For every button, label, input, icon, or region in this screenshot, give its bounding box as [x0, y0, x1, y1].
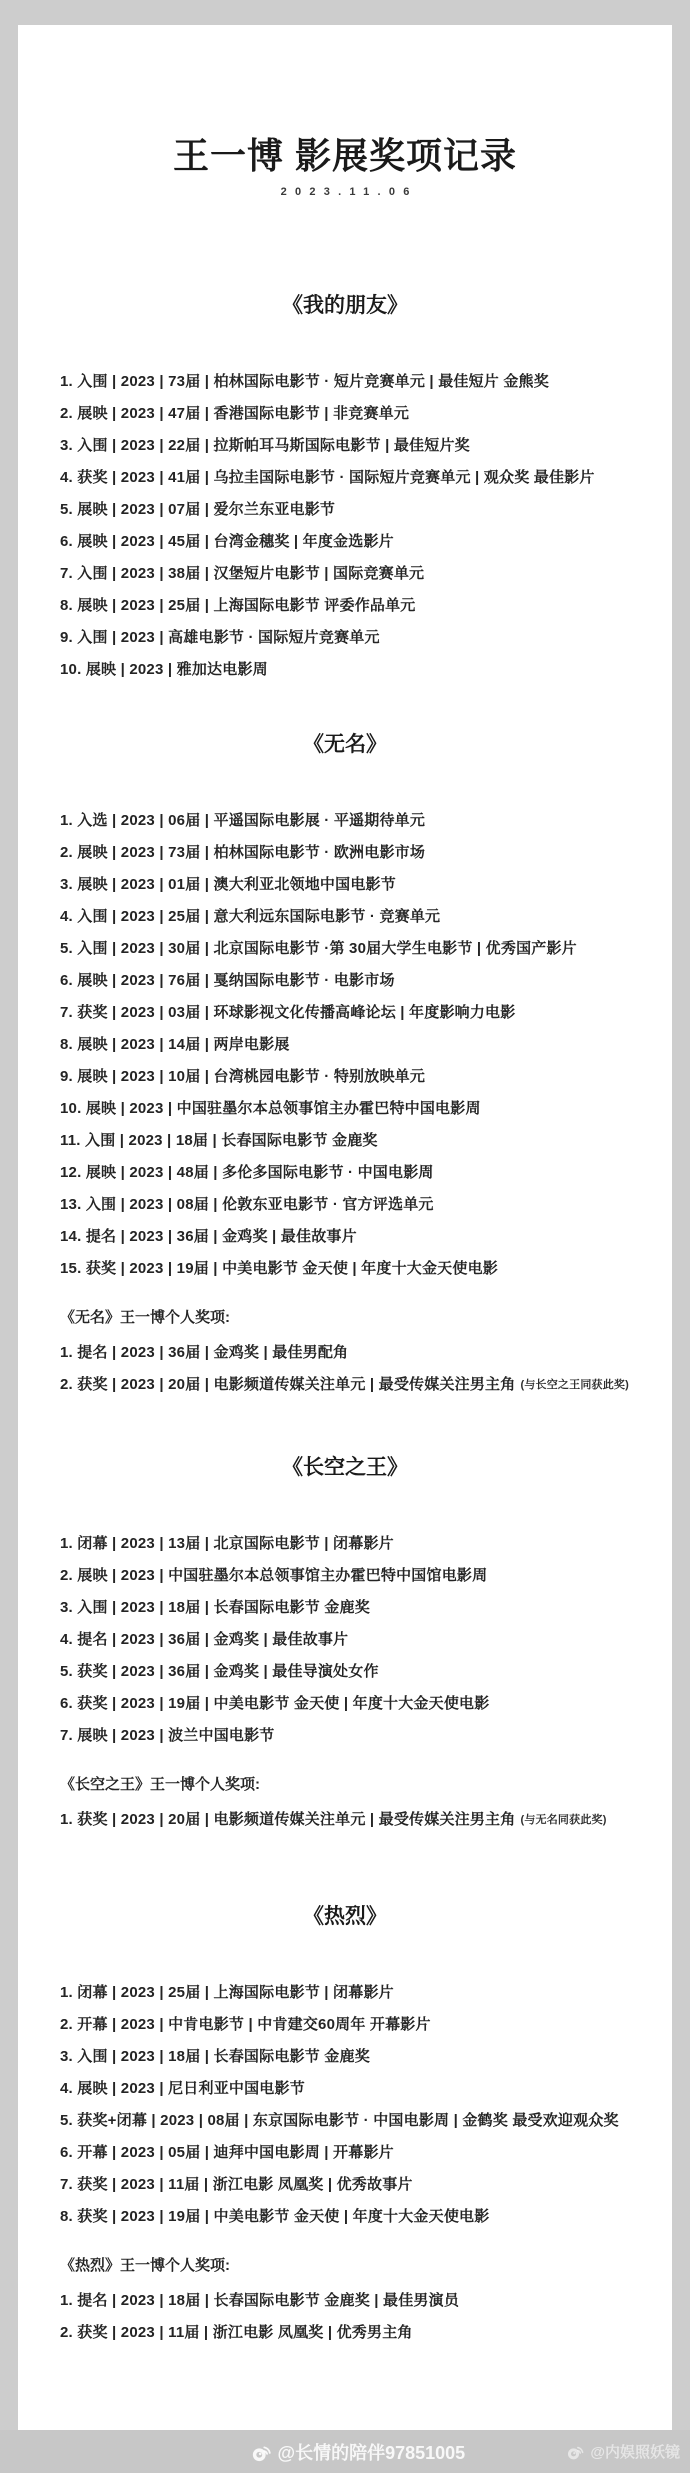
award-item: 7. 获奖 | 2023 | 03届 | 环球影视文化传播高峰论坛 | 年度影响力电影	[60, 1003, 516, 1021]
personal-award-item	[60, 1802, 630, 1834]
page-date: 2023.11.06	[280, 186, 418, 198]
award-item: 1. 入选 | 2023 | 06届 | 平遥国际电影展 · 平遥期待单元	[60, 811, 426, 829]
award-item: 14. 提名 | 2023 | 36届 | 金鸡奖 | 最佳故事片	[60, 1227, 357, 1245]
award-item: 2. 开幕 | 2023 | 中肯电影节 | 中肯建交60周年 开幕影片	[60, 2015, 431, 2033]
award-text: 1. 提名 | 2023 | 18届 | 长春国际电影节 金鹿奖 | 最佳男演员	[60, 2291, 460, 2309]
awards-card	[18, 25, 672, 2430]
award-item: 8. 展映 | 2023 | 25届 | 上海国际电影节 评委作品单元	[60, 596, 416, 614]
award-item: 7. 获奖 | 2023 | 11届 | 浙江电影 凤凰奖 | 优秀故事片	[60, 2175, 413, 2193]
award-item: 3. 入围 | 2023 | 18届 | 长春国际电影节 金鹿奖	[60, 1598, 370, 1616]
award-text: 2. 获奖 | 2023 | 20届 | 电影频道传媒关注单元 | 最受传媒关注男主角	[60, 1375, 516, 1393]
award-item: 5. 入围 | 2023 | 30届 | 北京国际电影节 ·第 30届大学生电影节 | 优秀国产影片	[60, 939, 577, 957]
award-item: 3. 入围 | 2023 | 18届 | 长春国际电影节 金鹿奖	[60, 2047, 370, 2065]
watermark-right	[566, 2430, 680, 2473]
award-text: 1. 提名 | 2023 | 36届 | 金鸡奖 | 最佳男配角	[60, 1343, 349, 1361]
award-item: 13. 入围 | 2023 | 08届 | 伦敦东亚电影节 · 官方评选单元	[60, 1195, 434, 1213]
award-note: (与长空之王同获此奖)	[520, 1379, 629, 1391]
award-item: 3. 展映 | 2023 | 01届 | 澳大利亚北领地中国电影节	[60, 875, 396, 893]
award-list	[60, 1526, 630, 1750]
award-item: 5. 获奖+闭幕 | 2023 | 08届 | 东京国际电影节 · 中国电影周 | 金鹤奖 最受欢迎观众奖	[60, 2111, 619, 2129]
award-item: 6. 展映 | 2023 | 76届 | 戛纳国际电影节 · 电影市场	[60, 971, 395, 989]
personal-awards-heading: 《无名》王一博个人奖项:	[60, 1308, 230, 1326]
personal-award-list	[60, 1335, 630, 1399]
personal-award-item	[60, 2315, 630, 2347]
section-heading: 《无名》	[303, 733, 387, 756]
award-item: 2. 展映 | 2023 | 中国驻墨尔本总领事馆主办霍巴特中国馆电影周	[60, 1566, 488, 1584]
award-list	[60, 364, 630, 684]
award-item: 3. 入围 | 2023 | 22届 | 拉斯帕耳马斯国际电影节 | 最佳短片奖	[60, 436, 470, 454]
award-item: 11. 入围 | 2023 | 18届 | 长春国际电影节 金鹿奖	[60, 1131, 378, 1149]
award-item: 4. 提名 | 2023 | 36届 | 金鸡奖 | 最佳故事片	[60, 1630, 349, 1648]
footer-bar	[0, 2430, 690, 2473]
personal-awards-heading: 《长空之王》王一博个人奖项:	[60, 1775, 260, 1793]
award-item: 9. 入围 | 2023 | 高雄电影节 · 国际短片竞赛单元	[60, 628, 380, 646]
weibo-icon	[566, 2442, 585, 2461]
film-section	[18, 732, 672, 1399]
weibo-icon	[251, 2441, 273, 2463]
award-item: 1. 闭幕 | 2023 | 25届 | 上海国际电影节 | 闭幕影片	[60, 1983, 394, 2001]
award-item: 6. 开幕 | 2023 | 05届 | 迪拜中国电影周 | 开幕影片	[60, 2143, 394, 2161]
section-heading: 《热烈》	[303, 1905, 387, 1928]
film-section	[18, 1904, 672, 2347]
section-heading: 《我的朋友》	[282, 294, 408, 317]
award-item: 10. 展映 | 2023 | 雅加达电影周	[60, 660, 268, 678]
personal-award-list	[60, 2283, 630, 2347]
award-item: 6. 获奖 | 2023 | 19届 | 中美电影节 金天使 | 年度十大金天使电影	[60, 1694, 490, 1712]
award-item: 2. 展映 | 2023 | 47届 | 香港国际电影节 | 非竞赛单元	[60, 404, 410, 422]
page-title: 王一博 影展奖项记录	[172, 135, 517, 176]
award-item: 5. 展映 | 2023 | 07届 | 爱尔兰东亚电影节	[60, 500, 336, 518]
award-item: 1. 入围 | 2023 | 73届 | 柏林国际电影节 · 短片竞赛单元 | 最佳短片 金熊奖	[60, 372, 549, 390]
award-item: 10. 展映 | 2023 | 中国驻墨尔本总领事馆主办霍巴特中国电影周	[60, 1099, 481, 1117]
film-section	[18, 293, 672, 684]
watermark-right-text: @内娱照妖镜	[590, 2444, 680, 2461]
award-item: 7. 展映 | 2023 | 波兰中国电影节	[60, 1726, 275, 1744]
award-item: 6. 展映 | 2023 | 45届 | 台湾金穗奖 | 年度金选影片	[60, 532, 394, 550]
award-note: (与无名同获此奖)	[520, 1814, 607, 1826]
award-text: 2. 获奖 | 2023 | 11届 | 浙江电影 凤凰奖 | 优秀男主角	[60, 2323, 413, 2341]
personal-award-list	[60, 1802, 630, 1834]
award-item: 8. 展映 | 2023 | 14届 | 两岸电影展	[60, 1035, 290, 1053]
award-item: 2. 展映 | 2023 | 73届 | 柏林国际电影节 · 欧洲电影市场	[60, 843, 426, 861]
sections-container	[18, 293, 672, 2347]
watermark-center	[251, 2430, 466, 2473]
personal-award-item	[60, 1367, 630, 1399]
personal-award-item	[60, 2283, 630, 2315]
award-item: 4. 入围 | 2023 | 25届 | 意大利远东国际电影节 · 竞赛单元	[60, 907, 441, 925]
personal-award-item	[60, 1335, 630, 1367]
award-item: 4. 获奖 | 2023 | 41届 | 乌拉圭国际电影节 · 国际短片竞赛单元 | 观众奖 最佳影片	[60, 468, 595, 486]
award-list	[60, 1975, 630, 2231]
section-heading: 《长空之王》	[282, 1456, 408, 1479]
award-item: 7. 入围 | 2023 | 38届 | 汉堡短片电影节 | 国际竞赛单元	[60, 564, 425, 582]
film-section	[18, 1455, 672, 1834]
award-item: 4. 展映 | 2023 | 尼日利亚中国电影节	[60, 2079, 305, 2097]
award-item: 8. 获奖 | 2023 | 19届 | 中美电影节 金天使 | 年度十大金天使电影	[60, 2207, 490, 2225]
award-item: 9. 展映 | 2023 | 10届 | 台湾桃园电影节 · 特别放映单元	[60, 1067, 426, 1085]
watermark-center-text: @长情的陪伴97851005	[277, 2442, 466, 2463]
award-list	[60, 803, 630, 1283]
award-item: 15. 获奖 | 2023 | 19届 | 中美电影节 金天使 | 年度十大金天使电影	[60, 1259, 498, 1277]
award-text: 1. 获奖 | 2023 | 20届 | 电影频道传媒关注单元 | 最受传媒关注男主角	[60, 1810, 516, 1828]
personal-awards-heading: 《热烈》王一博个人奖项:	[60, 2256, 230, 2274]
award-item: 12. 展映 | 2023 | 48届 | 多伦多国际电影节 · 中国电影周	[60, 1163, 434, 1181]
award-item: 1. 闭幕 | 2023 | 13届 | 北京国际电影节 | 闭幕影片	[60, 1534, 394, 1552]
award-item: 5. 获奖 | 2023 | 36届 | 金鸡奖 | 最佳导演处女作	[60, 1662, 379, 1680]
